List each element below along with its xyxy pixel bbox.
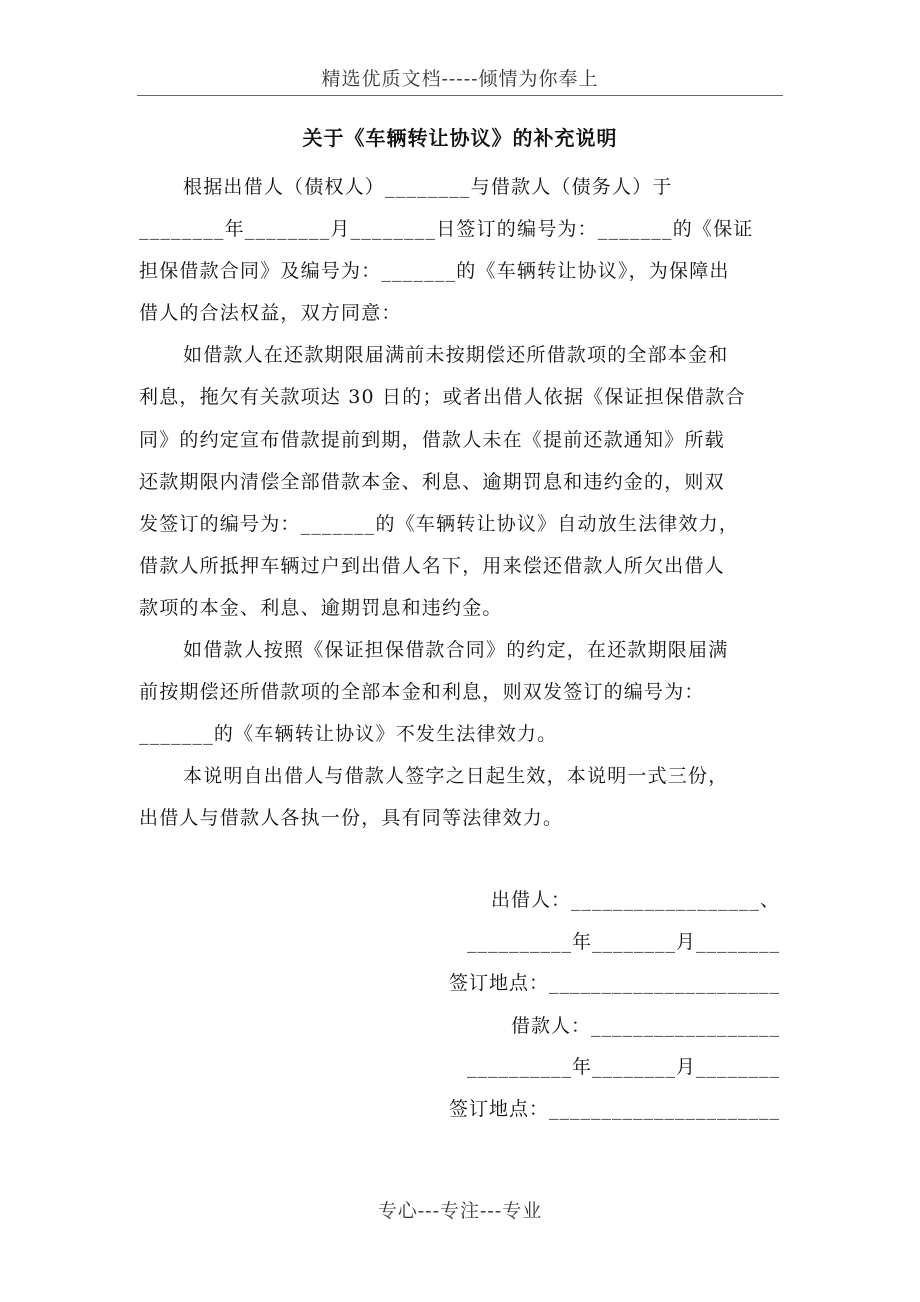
paragraph-2-line-5: 发签订的编号为：_______的《车辆转让协议》自动放生法律效力，	[139, 513, 740, 535]
borrower-place-line: 签订地点：______________________	[448, 1098, 780, 1120]
page-footer: 专心---专注---专业	[377, 1200, 543, 1222]
lender-place-line: 签订地点：______________________	[448, 972, 780, 994]
paragraph-1-line-2: ________年________月________日签订的编号为：_______的《保证	[139, 218, 754, 240]
paragraph-1-line-3: 担保借款合同》及编号为：_______的《车辆转让协议》，为保障出	[139, 260, 730, 282]
borrower-signature-line: 借款人：__________________	[510, 1015, 780, 1037]
document-title: 关于《车辆转让协议》的补充说明	[302, 126, 618, 150]
borrower-date-line: __________年________月________	[466, 1056, 780, 1078]
paragraph-3-line-2: 前按期偿还所借款项的全部本金和利息，则双发签订的编号为：	[139, 681, 705, 703]
paragraph-2-line-7: 款项的本金、利息、逾期罚息和违约金。	[139, 597, 503, 619]
paragraph-3-line-1: 如借款人按照《保证担保借款合同》的约定，在还款期限届满	[183, 639, 729, 661]
paragraph-2-line-3: 同》的约定宣布借款提前到期，借款人未在《提前还款通知》所载	[139, 429, 725, 451]
paragraph-4-line-2: 出借人与借款人各执一份，具有同等法律效力。	[139, 807, 564, 829]
header-divider	[137, 95, 783, 96]
paragraph-4-line-1: 本说明自出借人与借款人签字之日起生效，本说明一式三份，	[183, 765, 729, 787]
page-header: 精选优质文档-----倾情为你奉上	[321, 68, 599, 90]
paragraph-2-line-4: 还款期限内清偿全部借款本金、利息、逾期罚息和违约金的，则双	[139, 471, 725, 493]
paragraph-1-line-1: 根据出借人（债权人）________与借款人（债务人）于	[183, 176, 673, 198]
paragraph-1-line-4: 借人的合法权益，双方同意：	[139, 302, 402, 324]
paragraph-2-line-1: 如借款人在还款期限届满前未按期偿还所借款项的全部本金和	[183, 344, 729, 366]
lender-date-line: __________年________月________	[466, 931, 780, 953]
paragraph-2-line-6: 借款人所抵押车辆过户到出借人名下，用来偿还借款人所欠出借人	[139, 555, 725, 577]
paragraph-3-line-3: _______的《车辆转让协议》不发生法律效力。	[139, 723, 558, 745]
paragraph-2-line-2: 利息，拖欠有关款项达 30 日的；或者出借人依据《保证担保借款合	[139, 386, 746, 408]
lender-signature-line: 出借人：__________________、	[490, 889, 780, 911]
